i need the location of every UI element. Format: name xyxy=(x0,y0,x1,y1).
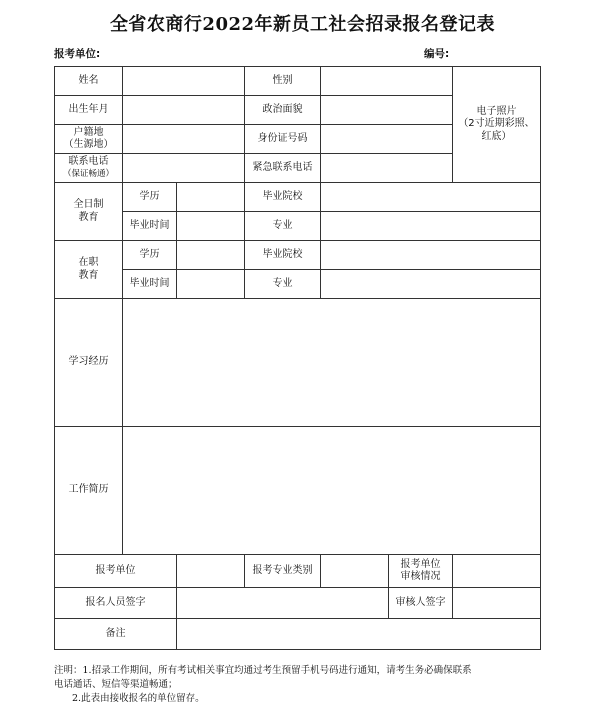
gender-field[interactable] xyxy=(321,67,453,96)
fulltime-education-label xyxy=(55,183,123,241)
political-status-field[interactable] xyxy=(321,96,453,125)
fulltime-degree-label: 学历 xyxy=(123,183,177,212)
unit-review-label-line2: 审核情况 xyxy=(400,571,441,582)
inservice-degree-label: 学历 xyxy=(123,241,177,270)
work-history-field[interactable] xyxy=(123,427,541,555)
hukou-label xyxy=(55,125,123,154)
phone-label-main: 联系电话 xyxy=(68,156,109,168)
gender-label: 性别 xyxy=(245,67,321,96)
apply-unit-field[interactable] xyxy=(177,555,245,588)
unit-review-field[interactable] xyxy=(453,555,541,588)
inservice-major-label: 专业 xyxy=(245,270,321,299)
photo-background-note: 红底） xyxy=(481,130,512,142)
footnote-1: 注明：1.招录工作期间，所有考试相关事宜均通过考生预留手机号码进行通知，请考生务必确保联系 xyxy=(54,665,472,676)
photo-size-note: （2寸近期彩照、 xyxy=(458,118,535,130)
footnotes xyxy=(54,664,544,706)
footnote-1-continued: 电话通话、短信等渠道畅通； xyxy=(54,679,178,690)
emergency-phone-field[interactable] xyxy=(321,154,453,183)
hukou-field[interactable] xyxy=(123,125,245,154)
id-number-label: 身份证号码 xyxy=(245,125,321,154)
unit-review-label-line1: 报考单位 xyxy=(400,558,441,570)
inservice-major-field[interactable] xyxy=(321,270,541,299)
hukou-label-main: 户籍地 xyxy=(73,126,104,138)
inservice-education-label-line1: 在职 xyxy=(78,257,99,268)
birth-label: 出生年月 xyxy=(55,96,123,125)
name-label: 姓名 xyxy=(55,67,123,96)
fulltime-school-label: 毕业院校 xyxy=(245,183,321,212)
inservice-school-field[interactable] xyxy=(321,241,541,270)
emergency-phone-label: 紧急联系电话 xyxy=(245,154,321,183)
hukou-label-sub: （生源地） xyxy=(63,139,114,150)
name-field[interactable] xyxy=(123,67,245,96)
apply-unit-header-label: 报考单位: xyxy=(54,48,101,60)
apply-category-label: 报考专业类别 xyxy=(245,555,321,588)
inservice-education-label xyxy=(55,241,123,299)
applicant-signature-field[interactable] xyxy=(177,588,389,619)
applicant-signature-label: 报名人员签字 xyxy=(55,588,177,619)
inservice-grad-time-label: 毕业时间 xyxy=(123,270,177,299)
photo-label: 电子照片 xyxy=(476,105,517,117)
apply-category-field[interactable] xyxy=(321,555,389,588)
serial-number-label: 编号: xyxy=(424,48,450,60)
phone-label-sub: （保证畅通） xyxy=(62,168,114,179)
fulltime-grad-time-field[interactable] xyxy=(177,212,245,241)
political-status-label: 政治面貌 xyxy=(245,96,321,125)
inservice-school-label: 毕业院校 xyxy=(245,241,321,270)
fulltime-major-label: 专业 xyxy=(245,212,321,241)
inservice-education-label-line2: 教育 xyxy=(78,269,99,281)
apply-unit-label: 报考单位 xyxy=(55,555,177,588)
birth-field[interactable] xyxy=(123,96,245,125)
photo-box[interactable] xyxy=(453,67,541,183)
remarks-label: 备注 xyxy=(55,619,177,650)
phone-label xyxy=(55,154,123,183)
unit-review-label xyxy=(389,555,453,588)
fulltime-grad-time-label: 毕业时间 xyxy=(123,212,177,241)
fulltime-education-label-line2: 教育 xyxy=(78,211,99,223)
form-title: 全省农商行2022年新员工社会招录报名登记表 xyxy=(109,14,496,35)
registration-form-table xyxy=(54,66,541,650)
reviewer-signature-label: 审核人签字 xyxy=(389,588,453,619)
fulltime-degree-field[interactable] xyxy=(177,183,245,212)
reviewer-signature-field[interactable] xyxy=(453,588,541,619)
id-number-field[interactable] xyxy=(321,125,453,154)
fulltime-major-field[interactable] xyxy=(321,212,541,241)
phone-field[interactable] xyxy=(123,154,245,183)
footnote-2: 2.此表由接收报名的单位留存。 xyxy=(72,693,205,704)
inservice-degree-field[interactable] xyxy=(177,241,245,270)
fulltime-education-label-line1: 全日制 xyxy=(73,199,104,210)
work-history-label: 工作简历 xyxy=(55,427,123,555)
inservice-grad-time-field[interactable] xyxy=(177,270,245,299)
fulltime-school-field[interactable] xyxy=(321,183,541,212)
remarks-field[interactable] xyxy=(177,619,541,650)
study-history-label: 学习经历 xyxy=(55,299,123,427)
study-history-field[interactable] xyxy=(123,299,541,427)
